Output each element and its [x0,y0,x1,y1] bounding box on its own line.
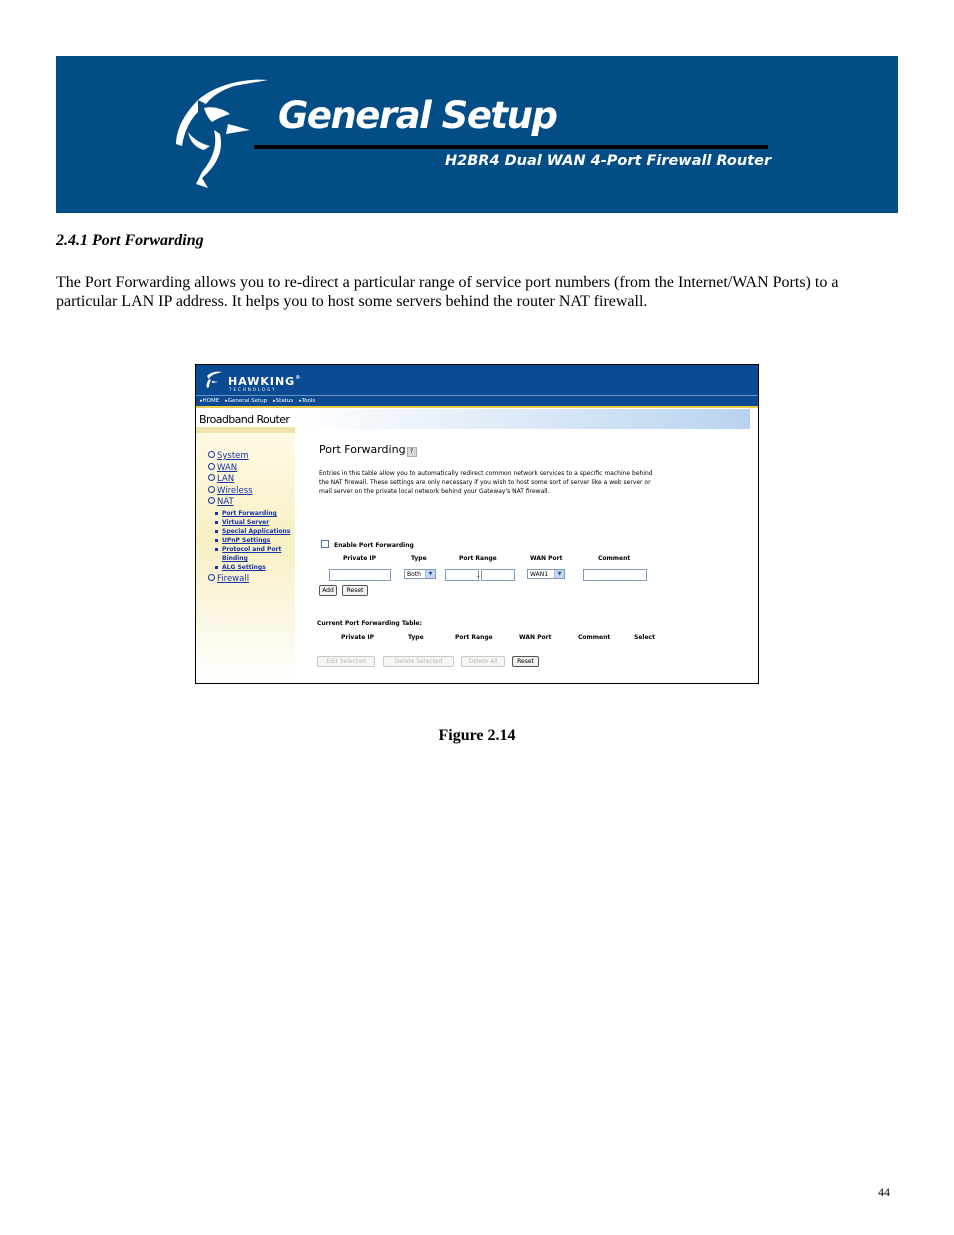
intro-paragraph: The Port Forwarding allows you to re-direct a particular range of service port numbers (from the Internet/WAN Ports) to a particular LAN IP address. It helps you to host some servers behind the router NAT firewall. [56,274,839,310]
add-button[interactable]: Add [319,585,337,596]
port-range-separator: - [477,573,480,581]
help-icon[interactable]: ? [407,447,417,457]
type-select[interactable]: Both ▼ [404,569,436,579]
banner-title: General Setup [278,94,557,137]
nat-submenu-container [208,509,292,572]
router-topbar [196,365,758,395]
radio-circle-icon [208,474,215,481]
nav-status[interactable]: ▸ Status [273,398,293,404]
nav-general-setup[interactable]: ▸ General Setup [225,398,267,404]
col-port-range: Port Range [459,555,497,562]
delete-selected-button[interactable]: Delete Selected [383,656,454,667]
port-range-end-input[interactable] [481,569,515,581]
page-number: 44 [878,1185,890,1199]
hawking-bird-icon [203,370,223,390]
page-title: Port Forwarding ? [319,443,417,457]
hawking-logo [203,369,302,392]
menu-item-wan[interactable]: WAN [208,463,292,475]
menu-item-system[interactable]: System [208,451,292,463]
submenu-virtual-server[interactable]: Virtual Server [222,518,292,527]
comment-input[interactable] [583,569,647,581]
wan-port-select[interactable]: WAN1 ▼ [527,569,565,579]
nav-divider [196,406,758,408]
figure-caption: Figure 2.14 [438,727,516,744]
th-wan-port: WAN Port [519,634,552,641]
menu-item-firewall[interactable]: Firewall [208,574,292,586]
nat-submenu [208,509,292,572]
menu-item-wireless[interactable]: Wireless [208,486,292,498]
table-reset-button[interactable]: Reset [512,656,539,667]
router-screenshot [195,364,759,684]
router-navbar [196,395,759,406]
th-private-ip: Private IP [341,634,375,641]
sidebar-menu [208,451,292,586]
page-description: Entries in this table allow you to automatically redirect common network services to a specific machine behind the NAT firewall. These settings are only necessary if you wish to host some sort of server like a web server or mail server on the private local network behind your Gateway's NAT firewall. [319,470,653,495]
section-heading: 2.4.1 Port Forwarding [56,232,204,249]
submenu-upnp-settings[interactable]: UPnP Settings [222,536,292,545]
th-port-range: Port Range [455,634,493,641]
col-type: Type [411,555,427,562]
banner-rule [254,145,768,149]
submenu-port-forwarding[interactable]: Port Forwarding [222,509,292,518]
brand-sub: TECHNOLOGY [229,387,277,392]
nav-tools[interactable]: ▸ Tools [299,398,315,404]
router-label: Broadband Router [199,413,290,426]
radio-circle-icon [208,497,215,504]
reset-button[interactable]: Reset [342,585,368,596]
edit-selected-button[interactable]: Edit Selected [317,656,375,667]
menu-item-lan[interactable]: LAN [208,474,292,486]
banner-subtitle: H2BR4 Dual WAN 4-Port Firewall Router [445,153,772,169]
brand-name: HAWKING [228,375,296,388]
heading-strip [296,409,750,429]
th-select: Select [634,634,655,641]
delete-all-button[interactable]: Delete All [461,656,505,667]
th-type: Type [408,634,424,641]
th-comment: Comment [578,634,611,641]
chevron-down-icon: ▼ [425,570,435,578]
submenu-protocol-port-binding[interactable]: Protocol and Port Binding [222,545,292,563]
nav-home[interactable]: ▸ HOME [200,398,219,404]
header-banner [56,56,898,213]
col-comment: Comment [598,555,631,562]
enable-port-forwarding[interactable]: Enable Port Forwarding [321,540,414,549]
submenu-special-applications[interactable]: Special Applications [222,527,291,535]
chevron-down-icon: ▼ [554,570,564,578]
private-ip-input[interactable] [329,569,391,581]
col-private-ip: Private IP [343,555,377,562]
col-wan-port: WAN Port [530,555,563,562]
sidebar-tab [196,427,295,433]
radio-circle-icon [208,486,215,493]
table-title: Current Port Forwarding Table: [317,620,423,627]
submenu-alg-settings[interactable]: ALG Settings [222,563,292,572]
radio-circle-icon [208,463,215,470]
radio-circle-icon [208,451,215,458]
registered-mark: ® [295,375,302,381]
enable-checkbox[interactable] [321,540,329,548]
radio-circle-icon [208,574,215,581]
menu-item-nat[interactable]: NAT [208,497,292,509]
port-range-start-input[interactable] [445,569,479,581]
hawk-logo-icon [168,72,268,190]
